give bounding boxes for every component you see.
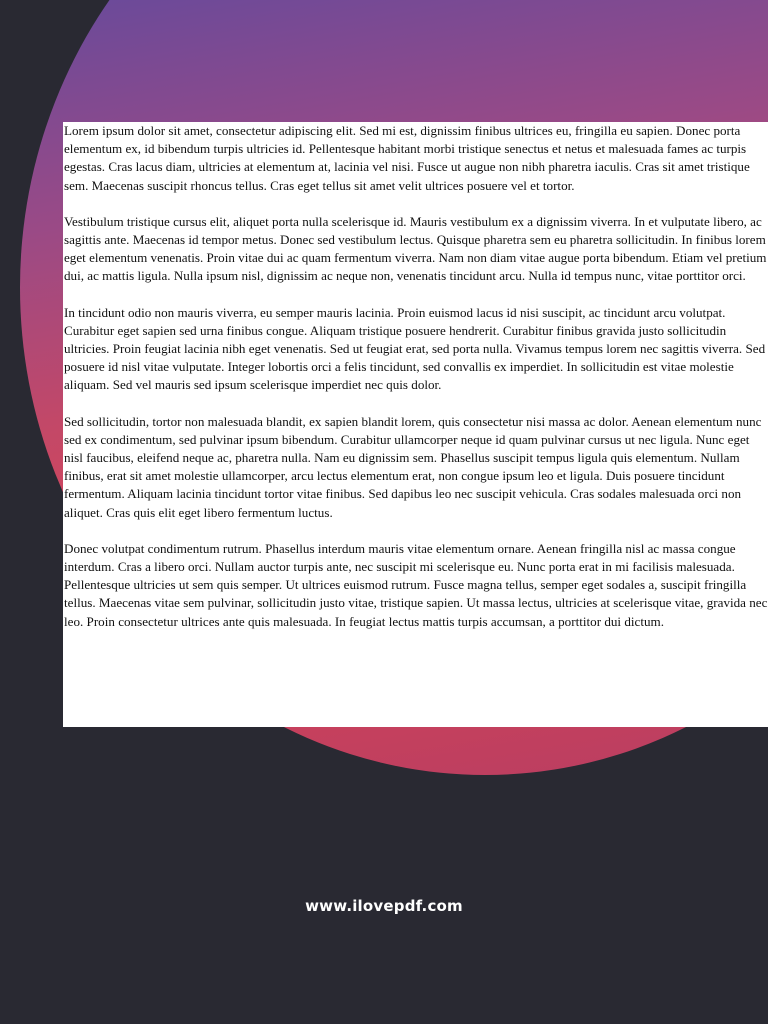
paragraph-2: Vestibulum tristique cursus elit, aliquet porta nulla scelerisque id. Mauris vestibulum ex a dignissim viverra. In et vulputate libero, ac sagittis ante. Maecenas id tempor metus. Donec sed vestibulum lectus. Quisque pharetra sem eu pharetra sollicitudin. In finibus lorem eget elementum venenatis. Proin vitae dui ac quam fermentum viverra. Nam non diam vitae augue porta bibendum. Etiam vel pretium dui, ac mattis ligula. Nulla ipsum nisl, dignissim ac neque non, venenatis tincidunt arcu. Nulla id tempus nunc, vitae porttitor orci. bbox=[64, 213, 767, 284]
footer-website-link[interactable]: www.ilovepdf.com bbox=[305, 897, 463, 915]
paragraph-3: In tincidunt odio non mauris viverra, eu semper mauris lacinia. Proin euismod lacus id nisi suscipit, ac tincidunt arcu volutpat. Curabitur eget sapien sed urna finibus congue. Aliquam tristique posuere hendrerit. Curabitur finibus gravida justo sollicitudin ultricies. Proin feugiat lacinia nibh eget venenatis. Sed ut feugiat erat, sed porta nulla. Vivamus tempus lorem nec sagittis viverra. Sed posuere id nisl vitae vulputate. Integer lobortis orci a felis tincidunt, sed convallis ex imperdiet. In sollicitudin est vitae molestie aliquam. Sed vel mauris sed ipsum scelerisque imperdiet nec quis dolor. bbox=[64, 304, 766, 393]
paragraph-5: Donec volutpat condimentum rutrum. Phasellus interdum mauris vitae elementum ornare. Aenean fringilla nisl ac massa congue interdum. Cras a libero orci. Nullam auctor turpis ante, nec suscipit mi scelerisque eu. Nunc porta erat in mi facilisis malesuada. Pellentesque ultricies ut sem quis semper. Ut ultrices euismod rutrum. Fusce magna tellus, semper eget sodales a, suscipit fringilla tellus. Maecenas vitae sem pulvinar, sollicitudin justo vitae, tristique sapien. Ut massa lectus, ultricies at scelerisque vitae, gravida nec leo. Proin consectetur ultrices ante quis malesuada. In feugiat lectus mattis turpis accumsan, a porttitor dui dictum. bbox=[64, 540, 768, 629]
paragraph-1: Lorem ipsum dolor sit amet, consectetur adipiscing elit. Sed mi est, dignissim finibus ultrices eu, fringilla eu sapien. Donec porta elementum ex, id bibendum turpis ultricies id. Pellentesque habitant morbi tristique senectus et netus et malesuada fames ac turpis egestas. Cras lacus diam, ultricies at elementum at, lacinia vel nisi. Fusce ut augue non nibh pharetra iaculis. Cras sit amet tristique sem. Maecenas suscipit rhoncus tellus. Cras eget tellus sit amet velit ultrices posuere vel et tortor. bbox=[64, 123, 750, 193]
paragraph-4: Sed sollicitudin, tortor non malesuada blandit, ex sapien blandit lorem, quis consectetur nisi massa ac dolor. Aenean elementum nunc sed ex condimentum, sed pulvinar ipsum bibendum. Curabitur ullamcorper neque id quam pulvinar cursus ut nec ligula. Nunc eget nisl faucibus, eleifend neque ac, pharetra nulla. Nam eu dignissim sem. Phasellus suscipit tempus ligula quis elementum. Nullam finibus, erat sit amet molestie ullamcorper, arcu lectus elementum erat, non congue ipsum leo et ligula. Duis posuere tincidunt fermentum. Aliquam lacinia tincidunt tortor vitae finibus. Sed dapibus leo nec suscipit vehicula. Cras sodales malesuada orci non aliquet. Cras quis elit eget libero fermentum luctus. bbox=[64, 413, 762, 520]
document-page bbox=[63, 122, 768, 727]
